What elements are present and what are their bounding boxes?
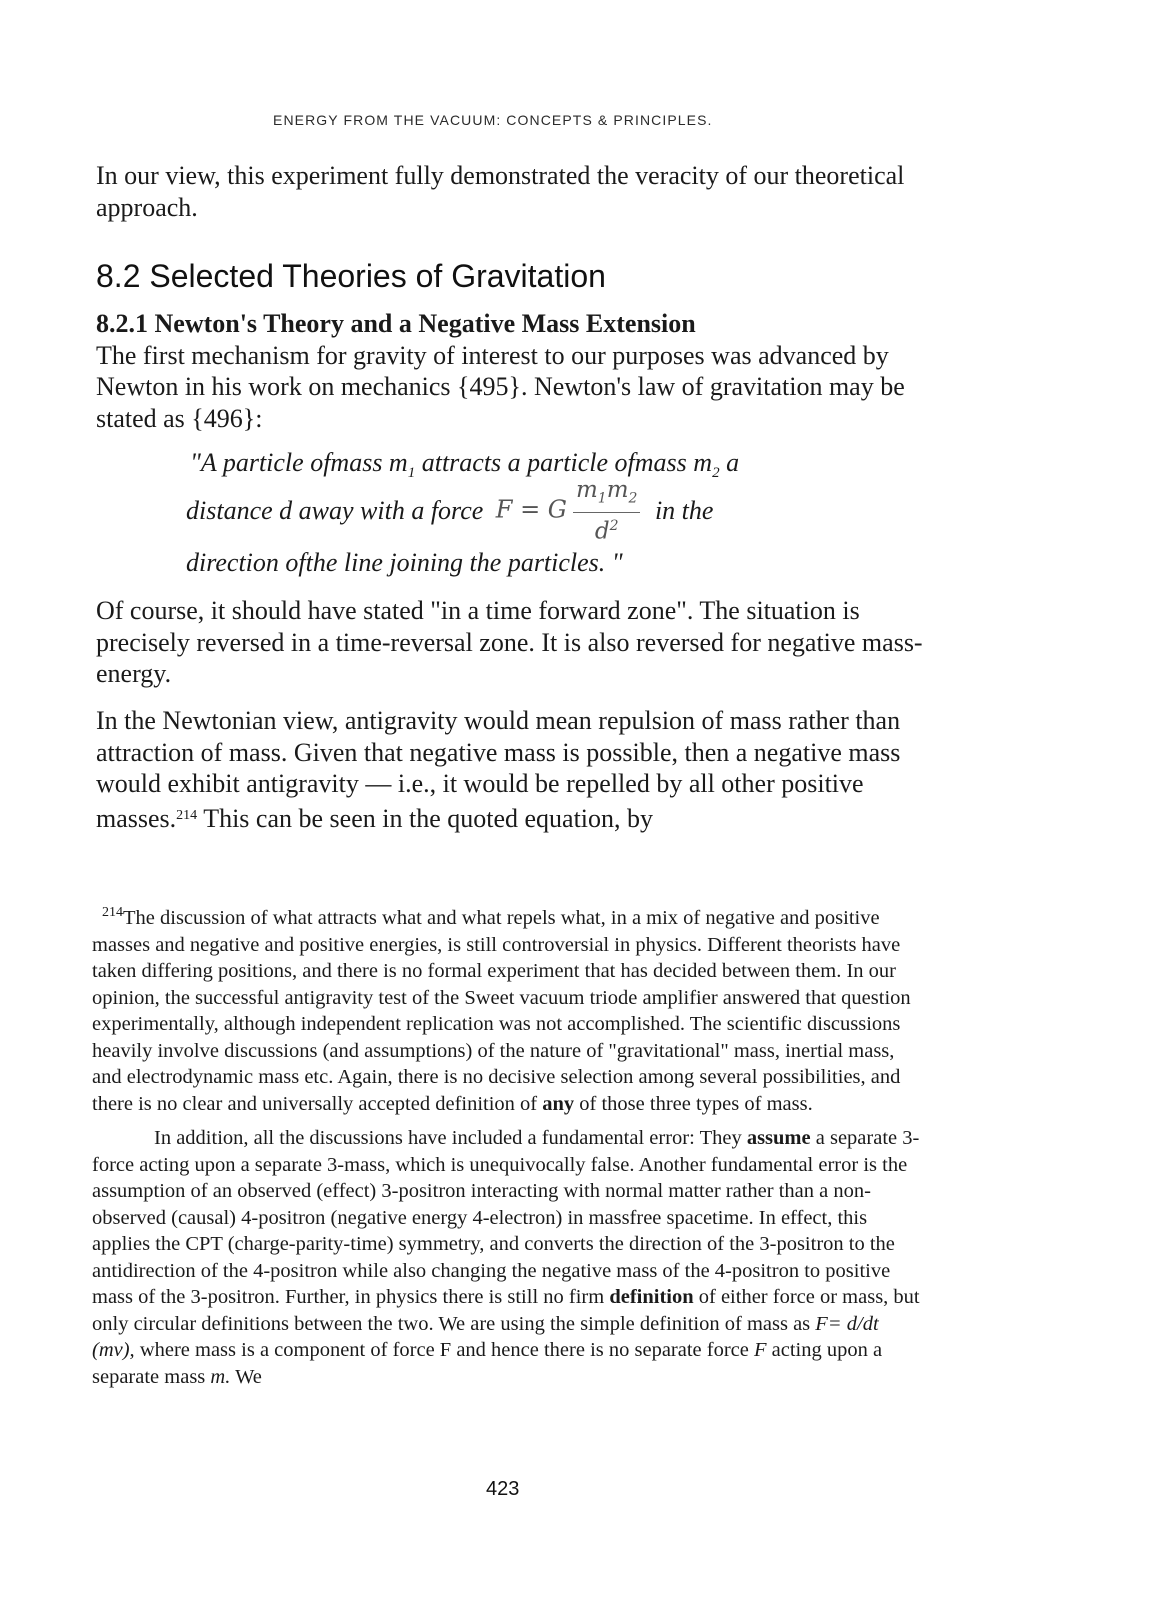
formula-sub2: 2 xyxy=(628,490,638,507)
footnote-text: acting upon a separate mass xyxy=(92,1339,883,1388)
page-number: 423 xyxy=(486,1478,520,1500)
paragraph-text: This can be seen in the quoted equation, by xyxy=(197,803,654,833)
footnote-text: of either force or mass, but only circular definitions between the two. We are using the simple definition of mass as xyxy=(92,1286,920,1335)
quote-text: "A particle ofmass m xyxy=(190,448,408,477)
quote-text: distance d away with a force xyxy=(186,496,484,526)
intro-paragraph-block xyxy=(96,160,936,223)
footnote-number: 214 xyxy=(102,905,123,920)
formula-sup: 2 xyxy=(609,517,619,534)
paragraph-text: In the Newtonian view, antigravity would mean repulsion of mass rather than attraction of mass. Given that negative mass is possible, then a negative mass would exhibit antigravity — i.e., it would be repelled by all other positive masses. xyxy=(96,706,901,833)
quote-text: a xyxy=(719,448,740,477)
formula-numerator xyxy=(573,478,640,513)
footnote-214 xyxy=(92,900,922,1390)
footnote-bold-text: any xyxy=(542,1092,575,1115)
quote-text: in the xyxy=(654,496,714,526)
formula-m2: m xyxy=(606,477,629,503)
footnote-italic-text: F xyxy=(754,1339,767,1361)
footnote-paragraph-1 xyxy=(92,900,922,1117)
footnote-reference[interactable]: 214 xyxy=(176,807,198,823)
footnote-text: The discussion of what attracts what and what repels what, in a mix of negative and positive masses and negative and positive energies, is still controversial in physics. Different theorists have taken differing positions, and there is no formal experiment that has decided between them. In our opinion, the successful antigravity test of the Sweet vacuum triode amplifier answered that question experimentally, although independent replication was not accomplished. The scientific discussions heavily involve discussions (and assumptions) of the nature of "gravitational" mass, inertial mass, and electrodynamic mass etc. Again, there is no decisive selection among several possibilities, and there is no clear and universally accepted definition of xyxy=(92,907,911,1115)
running-head: ENERGY FROM THE VACUUM: CONCEPTS & PRINCIPLES. xyxy=(273,112,713,128)
subscript: 2 xyxy=(712,465,720,482)
paragraph-antigravity xyxy=(96,705,926,834)
paragraph-newton-intro: The first mechanism for gravity of interest to our purposes was advanced by Newton in his work on mechanics {495}. Newton's law of gravitation may be stated as {496}: xyxy=(96,340,905,433)
formula-d: d xyxy=(594,518,610,545)
footnote-italic-text: m. xyxy=(210,1365,231,1388)
subsection-title: 8.2.1 Newton's Theory and a Negative Mass Extension xyxy=(96,309,696,338)
footnote-text: We xyxy=(230,1365,262,1388)
paragraph-time-zone: Of course, it should have stated "in a time forward zone". The situation is precisely reversed in a time-reversal zone. It is also reversed for negative mass-energy. xyxy=(96,596,923,688)
footnote-text: In addition, all the discussions have included a fundamental error: They xyxy=(154,1127,747,1149)
intro-paragraph: In our view, this experiment fully demonstrated the veracity of our theoretical approach. xyxy=(96,161,905,222)
formula-sub1: 1 xyxy=(597,490,607,507)
quote-text: attracts a particle ofmass m xyxy=(415,448,713,477)
footnote-text: a separate 3-force acting upon a separate 3-mass, which is unequivocally false. Another fundamental error is the assumption of an observed (effect) 3-positron interacting with normal matter rather than a non-observed (causal) 4-positron (negative energy 4-electron) in massfree spacetime. In effect, this applies the CPT (charge-parity-time) symmetry, and converts the direction of the 3-positron to the antidirection of the 4-positron while also changing the negative mass of the 4-positron to positive mass of the 3-positron. Further, in physics there is still no firm xyxy=(92,1127,920,1308)
footnote-italic-text: F= d/dt (mv), xyxy=(92,1312,879,1361)
footnote-paragraph-2 xyxy=(92,1125,922,1390)
footnote-text: where mass is a component of force F and hence there is no separate force xyxy=(134,1339,754,1361)
footnote-bold-text: definition xyxy=(609,1286,694,1308)
quote-line-2 xyxy=(186,478,713,544)
section-title: 8.2 Selected Theories of Gravitation xyxy=(96,258,606,294)
formula-denominator xyxy=(573,513,640,545)
gravitation-formula xyxy=(496,478,641,544)
formula-fraction xyxy=(573,478,640,544)
formula-lhs: F = G xyxy=(495,495,567,524)
subscript: 1 xyxy=(407,465,416,482)
paragraph-antigravity-block xyxy=(96,705,926,834)
subsection-block xyxy=(96,308,936,434)
footnote-bold-text: assume xyxy=(746,1127,811,1149)
quote-line-3: direction ofthe line joining the particles. " xyxy=(186,548,623,577)
paragraph-time-zone-block xyxy=(96,595,936,690)
formula-m1: m xyxy=(575,477,598,503)
footnote-text: of those three types of mass. xyxy=(574,1092,813,1115)
